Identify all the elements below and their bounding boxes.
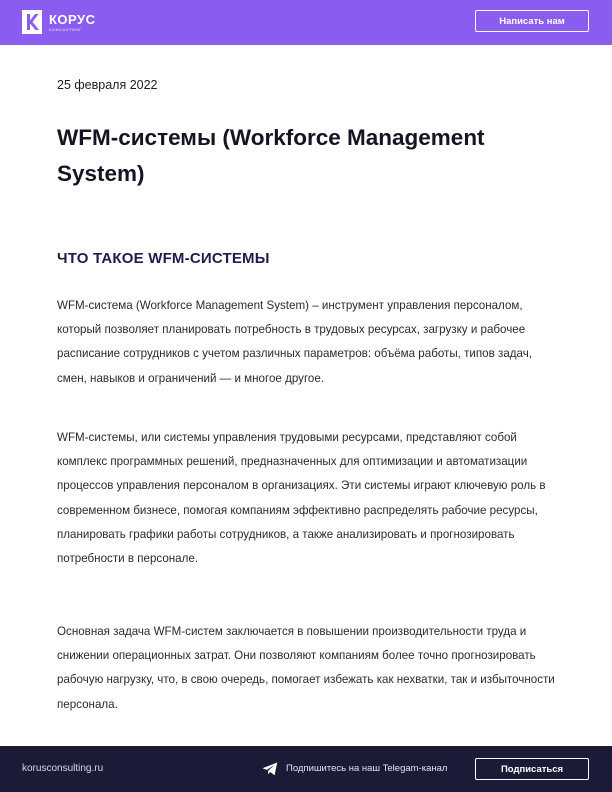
publish-date: 25 февраля 2022 [57,78,158,92]
logo-mark-icon [22,10,42,34]
page-title: WFM-системы (Workforce Management System) [57,125,485,186]
telegram-icon[interactable] [262,762,278,776]
write-us-button[interactable]: Написать нам [475,10,589,32]
paragraph: WFM-система (Workforce Management System) – инструмент управления персоналом, который позволяет планировать потребность в трудовых ресурсах, загрузку и рабочее расписание сотрудников с учетом различных параметров: объёма работы, типов задач, смен, навыков и ограничений — и многое другое. [57,299,532,385]
site-link[interactable]: korusconsulting.ru [22,763,104,774]
section-heading: ЧТО ТАКОЕ WFM-СИСТЕМЫ [57,250,270,267]
logo-subtext: КОНСАЛТИНГ [49,27,82,32]
subscribe-button[interactable]: Подписаться [475,758,589,780]
header-bar [0,0,612,45]
footer-bar [0,746,612,792]
logo-text: КОРУС [49,12,96,27]
telegram-link[interactable]: Подпишитесь на наш Telegam-канал [286,763,448,774]
paragraph: WFM-системы, или системы управления трудовыми ресурсами, представляют собой комплекс программных решений, предназначенных для оптимизации и автоматизации процессов управления персоналом в организациях. Эти системы играют ключевую роль в современном бизнесе, помогая компаниям эффективно распределять рабочие ресурсы, планировать графики работы сотрудников, а также анализировать и прогнозировать потребности в персонале. [57,431,546,566]
paragraph: Основная задача WFM-систем заключается в повышении производительности труда и снижении операционных затрат. Они позволяют компаниям более точно прогнозировать рабочую нагрузку, что, в свою очередь, помогает избежать как нехватки, так и избыточности персонала. [57,625,555,711]
